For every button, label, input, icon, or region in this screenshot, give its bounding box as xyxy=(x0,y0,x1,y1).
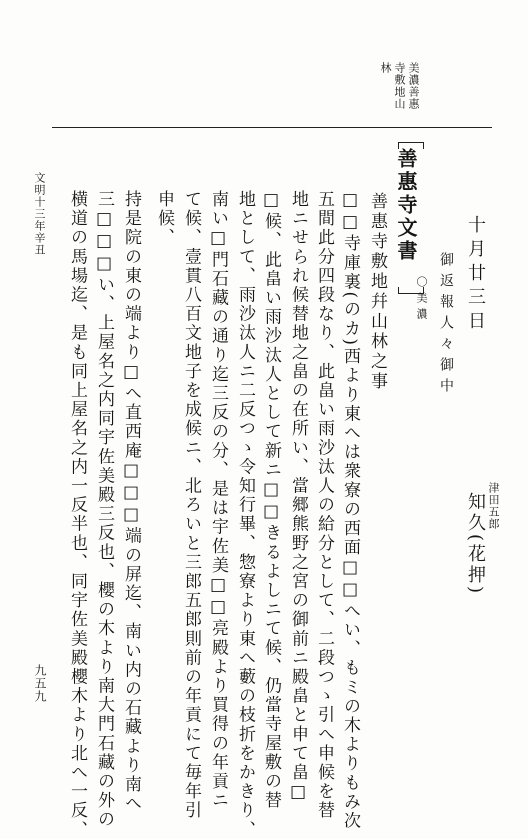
bracket-top xyxy=(398,142,424,149)
document-province: 〇美濃 xyxy=(415,276,428,324)
document-subject: 善惠寺敷地幷山林之事 xyxy=(367,192,387,392)
body-line-3: 地ニせられ候替地之畠の在所い、當郷熊野之宮の御前ニ殿畠と申て畠□ xyxy=(288,190,308,805)
colophon: 文明十三年辛丑 xyxy=(33,172,46,256)
letter-reply: 御返報人々御中 xyxy=(438,252,454,399)
letter-date: 十月廿三日 xyxy=(465,215,486,335)
document-title xyxy=(396,148,426,288)
body-line-5: 地として、雨沙汰人ニ二反つゝ令知行畢、惣寮より東へ藪の枝折をかきり、 xyxy=(235,190,255,839)
body-line-2: 五間此分四段なり、此畠い雨沙汰人の給分として、二段つゝ引へ申候を替 xyxy=(314,190,334,821)
body-line-1: □□寺庫裏(のカ)西より東へは衆寮の西面□□へい、もミの木よりもみ次 xyxy=(340,190,360,831)
body-line-11: 横道の馬場迄、是も同上屋名之内一反半也、同宇佐美殿櫻木より北へ一反、 xyxy=(67,190,87,839)
header-line-2: 寺敷地山 xyxy=(393,62,406,110)
header-rule xyxy=(52,127,492,128)
document-title-text: 善惠寺文書 xyxy=(394,148,418,263)
letter-sender-name: 知久(花押) xyxy=(465,492,486,597)
body-line-8: 申候、 xyxy=(154,190,174,248)
body-line-6: 南い□門石藏の通り迄三反の分、是は宇佐美□□亮殿より買得の年貢ニ xyxy=(208,190,228,811)
body-line-9: 持是院の東の端より□へ直西庵□□□端の屏迄、南い内の石藏より南へ xyxy=(121,190,141,814)
header-line-3: 林 xyxy=(379,62,392,74)
body-line-10: 三□□□い、上屋名之内同宇佐美殿三反也、櫻の木より南大門石藏の外の xyxy=(94,190,114,830)
body-line-7: て候、壹貫八百文地子を成候ニ、北ろいと三郎五郎則前の年貢にて毎年引 xyxy=(181,190,201,821)
letter-sender-note: 津田五郎 xyxy=(487,482,500,530)
page-number: 九五九 xyxy=(33,664,47,703)
body-line-4: □候、此畠い雨沙汰人として新ニ□□きるよしニて候、仍當寺屋敷の替 xyxy=(261,190,281,811)
header-line-1: 美濃善惠 xyxy=(407,62,420,110)
